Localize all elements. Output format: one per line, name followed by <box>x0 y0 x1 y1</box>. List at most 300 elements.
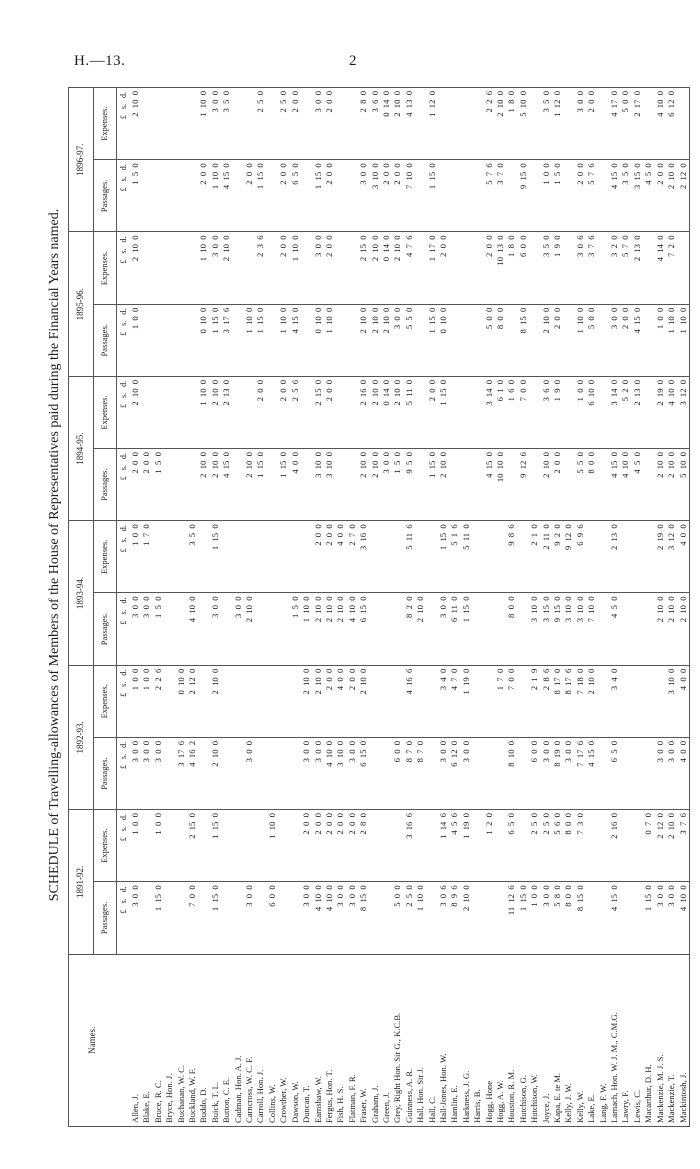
passages-cell: 2 10 0 <box>415 593 426 665</box>
expenses-cell: 1 0 0 <box>141 665 152 737</box>
expenses-cell <box>620 665 631 737</box>
expenses-cell: 1 6 0 <box>506 376 517 448</box>
passages-cell: 1 10 0 <box>575 304 586 376</box>
expenses-cell: 4 5 6 <box>449 810 460 882</box>
passages-cell <box>267 304 278 376</box>
expenses-cell <box>484 521 495 593</box>
passages-cell <box>461 304 472 376</box>
expenses-cell: 2 11 0 <box>541 521 552 593</box>
expenses-cell: 2 0 0 <box>290 88 301 160</box>
passages-cell: 5 0 0 <box>392 882 403 954</box>
travelling-allowances-table <box>68 87 690 1127</box>
expenses-cell <box>415 810 426 882</box>
table-row <box>655 88 666 1127</box>
passages-cell: 2 0 0 <box>392 160 403 232</box>
table-row <box>449 88 460 1127</box>
passages-cell: 4 15 0 <box>609 160 620 232</box>
expenses-cell: 5 6 0 <box>552 810 563 882</box>
expenses-header: Expenses. <box>94 665 117 737</box>
passages-cell: 4 0 0 <box>678 737 690 809</box>
table-row <box>255 88 266 1127</box>
table-row <box>427 88 438 1127</box>
expenses-cell <box>461 376 472 448</box>
expenses-cell <box>381 521 392 593</box>
expenses-cell: 0 10 0 <box>176 665 187 737</box>
passages-cell <box>233 160 244 232</box>
passages-cell: 6 5 0 <box>290 160 301 232</box>
passages-cell: 3 10 0 <box>313 449 324 521</box>
table-row <box>164 88 175 1127</box>
member-name: Larnach, Hon. W. J. M., C.M.G. <box>609 954 620 1126</box>
expenses-cell <box>141 88 152 160</box>
passages-cell: 3 0 0 <box>301 737 312 809</box>
expenses-cell: 1 15 0 <box>438 521 449 593</box>
expenses-cell <box>620 810 631 882</box>
expenses-cell <box>495 810 506 882</box>
expenses-header: Expenses. <box>94 810 117 882</box>
expenses-cell: 1 10 0 <box>198 88 209 160</box>
expenses-cell <box>335 376 346 448</box>
passages-cell <box>267 449 278 521</box>
expenses-cell <box>449 232 460 304</box>
table-row <box>324 88 335 1127</box>
expenses-cell: 2 0 0 <box>324 521 335 593</box>
member-name: Buckland, W. F. <box>187 954 198 1126</box>
passages-cell: 5 5 0 <box>404 304 415 376</box>
expenses-cell: 2 15 0 <box>187 810 198 882</box>
table-row <box>484 88 495 1127</box>
passages-header: Passages. <box>94 160 117 232</box>
expenses-cell <box>153 232 164 304</box>
expenses-cell <box>370 665 381 737</box>
expenses-cell <box>176 521 187 593</box>
table-row <box>278 88 289 1127</box>
table-row <box>392 88 403 1127</box>
expenses-cell <box>255 810 266 882</box>
passages-header: Passages. <box>94 882 117 954</box>
expenses-cell: 3 14 0 <box>609 376 620 448</box>
passages-cell: 4 10 0 <box>187 593 198 665</box>
passages-cell: 1 10 0 <box>278 304 289 376</box>
expenses-cell: 2 2 6 <box>153 665 164 737</box>
passages-cell <box>472 882 483 954</box>
expenses-cell <box>598 810 609 882</box>
expenses-cell: 8 0 0 <box>563 810 574 882</box>
passages-cell: 1 5 0 <box>552 160 563 232</box>
passages-cell <box>472 737 483 809</box>
expenses-cell: 1 19 0 <box>461 810 472 882</box>
expenses-cell: 2 10 0 <box>358 665 369 737</box>
passages-cell <box>506 304 517 376</box>
member-name: Lewis, C. <box>632 954 643 1126</box>
passages-cell <box>449 449 460 521</box>
expenses-cell: 3 12 0 <box>678 376 690 448</box>
member-name: Hamlin, E. <box>449 954 460 1126</box>
passages-cell: 0 10 0 <box>313 304 324 376</box>
units-name-spacer <box>117 954 131 1126</box>
passages-cell <box>164 160 175 232</box>
passages-cell: 2 0 0 <box>620 304 631 376</box>
expenses-cell: 1 0 0 <box>130 521 141 593</box>
passages-cell: 6 0 0 <box>529 737 540 809</box>
expenses-cell: 2 10 0 <box>586 665 597 737</box>
expenses-cell <box>141 376 152 448</box>
passages-cell <box>484 737 495 809</box>
passages-cell: 2 10 0 <box>358 304 369 376</box>
expenses-cell: 1 19 0 <box>461 665 472 737</box>
member-name: Earnshaw, W. <box>313 954 324 1126</box>
expenses-cell <box>176 810 187 882</box>
expenses-cell <box>187 232 198 304</box>
member-name: Allen, J. <box>130 954 141 1126</box>
expenses-cell <box>427 521 438 593</box>
member-name: Hall, C. <box>427 954 438 1126</box>
passages-cell <box>233 449 244 521</box>
expenses-cell <box>198 521 209 593</box>
expenses-cell <box>563 376 574 448</box>
passages-cell: 9 5 0 <box>404 449 415 521</box>
passages-cell <box>176 449 187 521</box>
expenses-cell: 2 10 0 <box>392 232 403 304</box>
passages-cell: 9 15 0 <box>518 160 529 232</box>
expenses-cell <box>643 521 654 593</box>
member-name: Crowther, W. <box>278 954 289 1126</box>
currency-units: £ s. d. <box>117 810 131 882</box>
expenses-cell: 6 9 6 <box>575 521 586 593</box>
expenses-cell: 3 12 0 <box>666 521 677 593</box>
passages-cell: 4 15 0 <box>484 449 495 521</box>
passages-cell <box>164 449 175 521</box>
expenses-cell <box>233 88 244 160</box>
expenses-cell: 2 5 0 <box>278 88 289 160</box>
expenses-cell: 1 12 0 <box>427 88 438 160</box>
passages-cell: 2 10 0 <box>358 449 369 521</box>
passages-cell: 4 5 0 <box>632 449 643 521</box>
expenses-cell <box>278 521 289 593</box>
passages-cell <box>255 593 266 665</box>
expenses-cell: 4 0 0 <box>678 521 690 593</box>
expenses-cell: 5 11 0 <box>461 521 472 593</box>
expenses-cell <box>278 810 289 882</box>
table-row <box>358 88 369 1127</box>
passages-cell: 8 19 0 <box>552 737 563 809</box>
expenses-cell: 3 6 0 <box>541 376 552 448</box>
table-row <box>666 88 677 1127</box>
passages-cell: 2 10 0 <box>381 304 392 376</box>
passages-cell <box>495 593 506 665</box>
expenses-cell: 6 0 0 <box>518 232 529 304</box>
expenses-cell: 2 10 0 <box>210 665 221 737</box>
expenses-cell <box>164 88 175 160</box>
passages-cell: 3 0 0 <box>153 737 164 809</box>
passages-cell <box>164 304 175 376</box>
expenses-cell: 4 13 0 <box>404 88 415 160</box>
passages-cell: 1 0 0 <box>541 160 552 232</box>
passages-cell: 3 15 0 <box>632 160 643 232</box>
expenses-cell: 2 10 0 <box>130 376 141 448</box>
passages-cell: 1 10 0 <box>324 304 335 376</box>
expenses-cell <box>598 232 609 304</box>
passages-cell <box>518 593 529 665</box>
passages-cell: 7 17 6 <box>575 737 586 809</box>
passages-cell: 3 0 0 <box>347 737 358 809</box>
passages-cell <box>381 593 392 665</box>
expenses-cell <box>415 376 426 448</box>
expenses-cell: 5 11 6 <box>404 521 415 593</box>
expenses-cell: 6 5 0 <box>506 810 517 882</box>
passages-cell: 2 10 0 <box>541 449 552 521</box>
passages-cell: 2 0 0 <box>244 160 255 232</box>
passages-cell: 3 0 0 <box>392 304 403 376</box>
expenses-cell: 3 2 0 <box>609 232 620 304</box>
passages-cell: 1 15 0 <box>643 882 654 954</box>
expenses-cell: 2 15 0 <box>358 232 369 304</box>
passages-cell: 3 10 0 <box>529 593 540 665</box>
passages-cell: 4 15 0 <box>586 737 597 809</box>
passages-cell: 7 10 0 <box>586 593 597 665</box>
member-name: Buddo, D. <box>198 954 209 1126</box>
expenses-cell: 7 18 0 <box>575 665 586 737</box>
expenses-cell <box>598 376 609 448</box>
expenses-header: Expenses. <box>94 521 117 593</box>
passages-cell: 2 10 0 <box>666 449 677 521</box>
passages-cell: 1 10 0 <box>415 882 426 954</box>
expenses-cell: 1 0 0 <box>130 665 141 737</box>
member-name: Carroll, Hon. J. <box>255 954 266 1126</box>
expenses-cell: 1 15 0 <box>210 810 221 882</box>
table-row <box>552 88 563 1127</box>
passages-cell <box>632 882 643 954</box>
expenses-cell <box>221 521 232 593</box>
member-name: Buchanan, W. C. <box>176 954 187 1126</box>
expenses-cell: 0 14 0 <box>381 88 392 160</box>
passages-cell <box>176 304 187 376</box>
expenses-cell: 2 5 0 <box>541 810 552 882</box>
expenses-cell: 7 0 0 <box>518 376 529 448</box>
passages-cell: 11 12 6 <box>506 882 517 954</box>
passages-cell: 3 0 0 <box>358 160 369 232</box>
passages-cell <box>392 593 403 665</box>
passages-cell: 1 5 0 <box>153 449 164 521</box>
units-row <box>117 88 131 1127</box>
expenses-cell <box>518 665 529 737</box>
expenses-cell: 1 0 0 <box>153 810 164 882</box>
expenses-cell: 2 5 6 <box>290 376 301 448</box>
year-header: 1895-96. <box>69 232 94 376</box>
expenses-cell: 2 5 0 <box>529 810 540 882</box>
expenses-cell <box>518 810 529 882</box>
member-name: Buick, T. L. <box>210 954 221 1126</box>
currency-units: £ s. d. <box>117 449 131 521</box>
expenses-cell: 4 7 6 <box>404 232 415 304</box>
expenses-cell: 3 0 6 <box>575 232 586 304</box>
member-name: Houston, R. M. <box>506 954 517 1126</box>
expenses-cell <box>301 376 312 448</box>
member-name: Guinness, A. R. <box>404 954 415 1126</box>
passages-cell: 1 15 0 <box>255 160 266 232</box>
expenses-cell <box>335 232 346 304</box>
expenses-cell: 3 0 0 <box>313 232 324 304</box>
member-name: Duncan, T. <box>301 954 312 1126</box>
passages-cell <box>427 882 438 954</box>
member-name: Green, J. <box>381 954 392 1126</box>
expenses-cell: 4 7 0 <box>449 665 460 737</box>
table-row <box>153 88 164 1127</box>
passages-cell: 1 0 0 <box>130 304 141 376</box>
passages-cell <box>255 882 266 954</box>
expenses-cell: 0 7 0 <box>643 810 654 882</box>
expenses-cell: 2 13 0 <box>609 521 620 593</box>
passages-cell: 3 10 0 <box>563 593 574 665</box>
table-row <box>176 88 187 1127</box>
passages-cell <box>427 593 438 665</box>
passages-cell <box>187 304 198 376</box>
expenses-cell <box>335 88 346 160</box>
passages-cell: 2 10 0 <box>210 449 221 521</box>
expenses-cell <box>563 88 574 160</box>
expenses-cell: 5 11 0 <box>404 376 415 448</box>
passages-cell <box>472 304 483 376</box>
expenses-cell <box>141 232 152 304</box>
passages-cell: 3 10 0 <box>324 449 335 521</box>
expenses-cell <box>164 810 175 882</box>
member-name: Mackenzie, M. J. S. <box>655 954 666 1126</box>
passages-cell: 5 7 6 <box>586 160 597 232</box>
passages-cell: 2 0 0 <box>552 449 563 521</box>
table-body <box>130 88 689 1127</box>
expenses-cell: 1 10 0 <box>290 232 301 304</box>
passages-cell <box>620 737 631 809</box>
expenses-cell: 3 0 0 <box>575 88 586 160</box>
expenses-cell: 2 0 0 <box>255 376 266 448</box>
expenses-cell: 5 0 0 <box>620 88 631 160</box>
passages-cell: 4 10 0 <box>347 593 358 665</box>
expenses-cell: 5 10 0 <box>518 88 529 160</box>
passages-cell: 4 15 0 <box>290 304 301 376</box>
member-name: Blake, E. <box>141 954 152 1126</box>
expenses-cell: 2 8 6 <box>541 665 552 737</box>
passages-cell <box>415 160 426 232</box>
passages-cell: 1 15 0 <box>153 882 164 954</box>
expenses-cell: 1 9 0 <box>552 232 563 304</box>
table-row <box>438 88 449 1127</box>
passages-cell: 2 10 0 <box>541 304 552 376</box>
year-header: 1892-93. <box>69 665 94 809</box>
table-row <box>598 88 609 1127</box>
passages-cell: 1 15 0 <box>427 449 438 521</box>
expenses-cell <box>221 810 232 882</box>
expenses-cell <box>495 521 506 593</box>
expenses-cell <box>381 810 392 882</box>
passages-cell: 2 0 0 <box>324 160 335 232</box>
passages-cell <box>643 449 654 521</box>
passages-cell: 4 15 0 <box>632 304 643 376</box>
expenses-cell: 2 3 6 <box>255 232 266 304</box>
passages-cell: 1 15 0 <box>461 593 472 665</box>
expenses-cell: 1 7 0 <box>495 665 506 737</box>
passages-cell: 7 10 0 <box>404 160 415 232</box>
expenses-cell: 7 0 0 <box>506 665 517 737</box>
expenses-cell: 8 17 6 <box>563 665 574 737</box>
expenses-cell: 2 19 0 <box>655 521 666 593</box>
passages-cell <box>472 449 483 521</box>
passages-cell <box>598 160 609 232</box>
passages-cell <box>495 882 506 954</box>
passages-cell <box>335 304 346 376</box>
expenses-cell <box>392 810 403 882</box>
passages-cell: 8 0 0 <box>586 449 597 521</box>
passages-cell <box>290 737 301 809</box>
passages-cell: 2 0 0 <box>381 160 392 232</box>
expenses-cell <box>529 376 540 448</box>
passages-cell <box>278 882 289 954</box>
currency-units: £ s. d. <box>117 882 131 954</box>
passages-cell: 3 0 0 <box>141 593 152 665</box>
expenses-cell <box>233 376 244 448</box>
passages-cell: 1 15 0 <box>518 882 529 954</box>
passages-header: Passages. <box>94 304 117 376</box>
passages-cell <box>233 304 244 376</box>
passages-cell: 3 0 0 <box>609 304 620 376</box>
passages-cell: 3 0 0 <box>655 737 666 809</box>
passages-cell: 1 15 0 <box>278 449 289 521</box>
passages-cell: 2 0 0 <box>552 304 563 376</box>
expenses-cell: 2 10 0 <box>301 665 312 737</box>
passages-cell <box>347 449 358 521</box>
expenses-cell <box>290 665 301 737</box>
expenses-cell: 1 12 0 <box>552 88 563 160</box>
passages-cell: 8 0 0 <box>563 882 574 954</box>
expenses-cell: 2 10 0 <box>392 88 403 160</box>
expenses-cell <box>427 810 438 882</box>
passages-cell: 3 5 0 <box>620 160 631 232</box>
expenses-cell: 2 16 0 <box>609 810 620 882</box>
expenses-cell <box>427 665 438 737</box>
expenses-cell <box>655 665 666 737</box>
passages-cell: 1 10 0 <box>301 593 312 665</box>
expenses-cell: 2 0 0 <box>324 810 335 882</box>
expenses-cell: 3 4 0 <box>438 665 449 737</box>
expenses-cell <box>415 521 426 593</box>
expenses-cell: 3 16 0 <box>358 521 369 593</box>
table-row <box>518 88 529 1127</box>
passages-cell <box>370 882 381 954</box>
expenses-cell: 2 10 0 <box>666 810 677 882</box>
expenses-cell <box>244 376 255 448</box>
expenses-cell: 3 5 0 <box>541 232 552 304</box>
passages-cell <box>643 737 654 809</box>
expenses-cell: 0 14 0 <box>381 376 392 448</box>
expenses-cell: 4 16 6 <box>404 665 415 737</box>
expenses-cell <box>370 810 381 882</box>
passages-cell: 4 16 2 <box>187 737 198 809</box>
passages-cell: 9 15 0 <box>552 593 563 665</box>
passages-cell: 5 5 0 <box>575 449 586 521</box>
passages-cell <box>563 160 574 232</box>
expenses-cell: 2 0 0 <box>324 88 335 160</box>
table-row <box>529 88 540 1127</box>
passages-cell <box>586 882 597 954</box>
expenses-cell: 2 2 6 <box>484 88 495 160</box>
expenses-cell <box>415 88 426 160</box>
member-name: Lawry, F. <box>620 954 631 1126</box>
expenses-cell: 3 0 0 <box>210 232 221 304</box>
passages-cell: 8 15 0 <box>358 882 369 954</box>
passages-cell: 2 0 0 <box>278 160 289 232</box>
expenses-cell <box>415 232 426 304</box>
expenses-cell: 4 0 0 <box>678 665 690 737</box>
expenses-cell: 9 12 0 <box>563 521 574 593</box>
